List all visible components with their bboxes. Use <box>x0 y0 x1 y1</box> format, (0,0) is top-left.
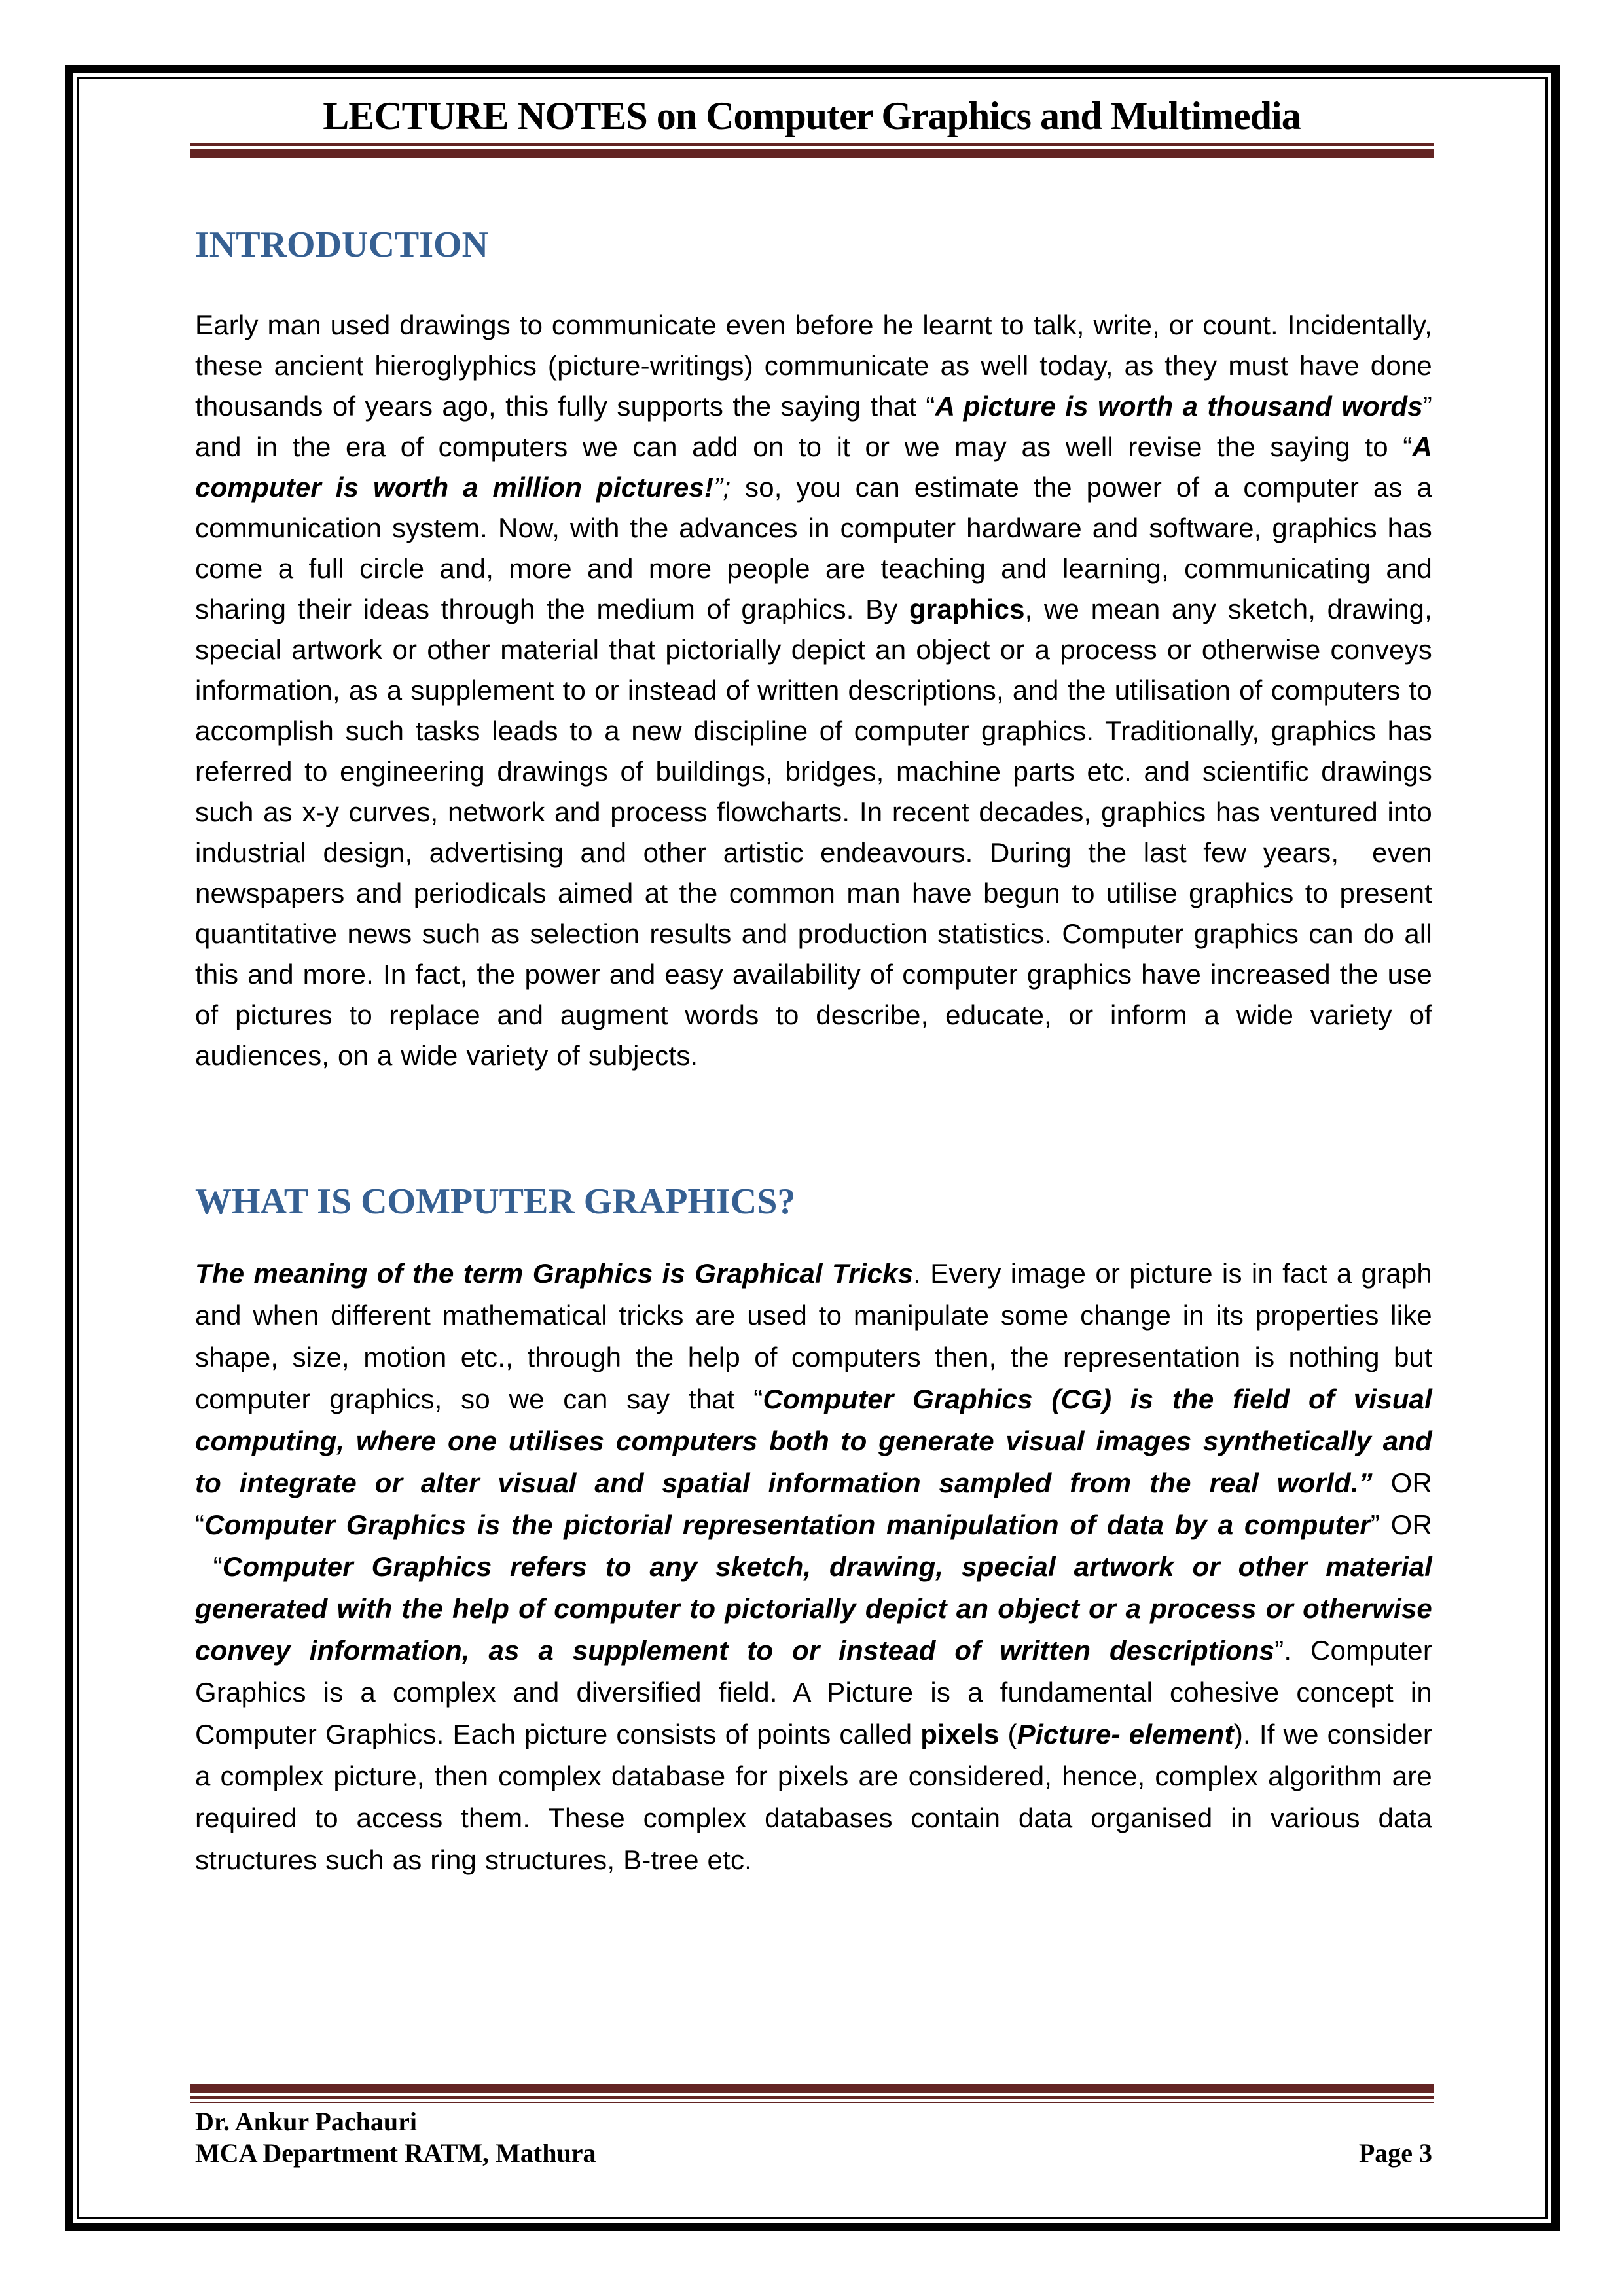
paragraph-what-is-computer-graphics: The meaning of the term Graphics is Graphical Tricks. Every image or picture is in fact a graph and when different mathematical tricks are used to manipulate some change in its properties like shape, size, motion etc., through the help of computers then, the representation is nothing but computer graphics, so we can say that “Computer Graphics (CG) is the field of visual computing, where one utilises computers both to generate visual images synthetically and to integrate or alter visual and spatial information sampled from the real world.” OR “Computer Graphics is the pictorial representation manipulation of data by a computer” OR “Computer Graphics refers to any sketch, drawing, special artwork or other material generated with the help of computer to pictorially depict an object or a process or otherwise convey information, as a supplement to or instead of written descriptions”. Computer Graphics is a complex and diversified field. A Picture is a fundamental cohesive concept in Computer Graphics. Each picture consists of points called pixels (Picture- element). If we consider a complex picture, then complex database for pixels are considered, hence, complex algorithm are required to access them. These complex databases contain data organised in various data structures such as ring structures, B-tree etc. <box>195 1258 1433 1875</box>
section-heading-introduction: INTRODUCTION <box>195 224 489 265</box>
footer-rule-thin-upper <box>190 2096 1434 2099</box>
footer-rule-thick <box>190 2084 1434 2093</box>
footer-page-number: Page 3 <box>1358 2138 1432 2168</box>
header-rule-thin <box>190 143 1434 146</box>
footer-author: Dr. Ankur Pachauri <box>195 2107 417 2136</box>
section-heading-what-is-computer-graphics: WHAT IS COMPUTER GRAPHICS? <box>195 1181 796 1222</box>
paragraph-introduction: Early man used drawings to communicate even before he learnt to talk, write, or count. Incidentally, these ancient hieroglyphics (picture-writings) communicate as well today, as they must have done thousands of years ago, this fully supports the saying that “A picture is worth a thousand words” and in the era of computers we can add on to it or we may as well revise the saying to “A computer is worth a million pictures!”; so, you can estimate the power of a computer as a communication system. Now, with the advances in computer hardware and software, graphics has come a full circle and, more and more people are teaching and learning, communicating and sharing their ideas through the medium of graphics. By graphics, we mean any sketch, drawing, special artwork or other material that pictorially depict an object or a process or otherwise conveys information, as a supplement to or instead of written descriptions, and the utilisation of computers to accomplish such tasks leads to a new discipline of computer graphics. Traditionally, graphics has referred to engineering drawings of buildings, bridges, machine parts etc. and scientific drawings such as x-y curves, network and process flowcharts. In recent decades, graphics has ventured into industrial design, advertising and other artistic endeavours. During the last few years, even newspapers and periodicals aimed at the common man have begun to utilise graphics to present quantitative news such as selection results and production statistics. Computer graphics can do all this and more. In fact, the power and easy availability of computer graphics have increased the use of pictures to replace and augment words to describe, educate, or inform a wide variety of audiences, on a wide variety of subjects. <box>195 310 1433 1071</box>
header-rule-thick <box>190 149 1434 158</box>
footer-department: MCA Department RATM, Mathura <box>195 2138 596 2168</box>
footer-row <box>195 2138 1432 2168</box>
footer-rule-thin-lower <box>190 2102 1434 2103</box>
header-title: LECTURE NOTES on Computer Graphics and Multimedia <box>323 94 1301 137</box>
